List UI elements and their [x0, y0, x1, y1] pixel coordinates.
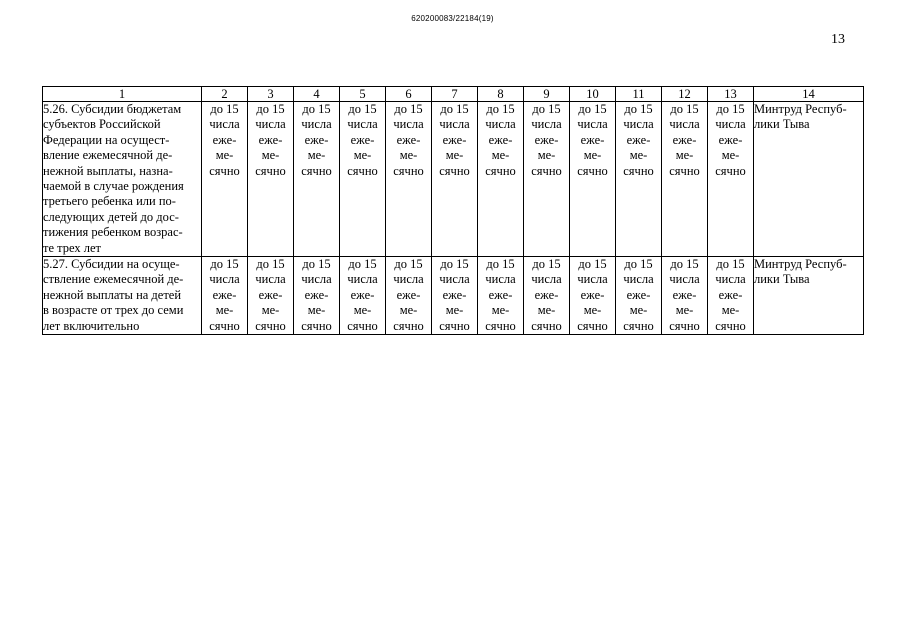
item-description-line: чаемой в случае рождения [43, 179, 184, 194]
schedule-cell-line: до 15 [302, 102, 331, 116]
schedule-cell-line: сячно [485, 163, 516, 178]
schedule-cell-line: еже- [442, 132, 467, 147]
schedule-cell-line: числа [715, 117, 746, 132]
schedule-cell-line: ме- [399, 303, 418, 318]
schedule-cell [524, 257, 570, 335]
schedule-cell [616, 102, 662, 257]
item-description-line: лет включительно [43, 318, 140, 333]
schedule-cell-line: до 15 [670, 102, 699, 116]
schedule-cell-line: ме- [215, 148, 234, 163]
item-description-line: субъектов Российской [43, 117, 161, 132]
schedule-cell-line: числа [209, 117, 240, 132]
column-header: 12 [662, 87, 708, 102]
schedule-cell-line: числа [669, 272, 700, 287]
column-header: 1 [43, 87, 202, 102]
schedule-cell-line: до 15 [716, 102, 745, 116]
schedule-cell-line: числа [623, 272, 654, 287]
schedule-cell-line: числа [347, 117, 378, 132]
schedule-cell-line: еже- [212, 132, 237, 147]
schedule-cell-line: еже- [718, 287, 743, 302]
column-header: 9 [524, 87, 570, 102]
schedule-cell [524, 102, 570, 257]
schedule-cell-line: ме- [675, 148, 694, 163]
item-description-line: нежной выплаты, назна- [43, 163, 173, 178]
column-header: 10 [570, 87, 616, 102]
executor-cell-line: Минтруд Респуб- [754, 257, 847, 272]
page-number: 13 [831, 32, 845, 47]
schedule-cell-line: до 15 [578, 257, 607, 272]
schedule-cell-line: сячно [485, 318, 516, 333]
schedule-cell-line: еже- [304, 132, 329, 147]
schedule-cell [432, 102, 478, 257]
schedule-cell-line: сячно [347, 318, 378, 333]
schedule-cell-line: еже- [396, 287, 421, 302]
schedule-cell-line: еже- [672, 287, 697, 302]
schedule-cell [386, 102, 432, 257]
schedule-cell [248, 102, 294, 257]
schedule-cell-line: сячно [577, 163, 608, 178]
schedule-cell [616, 257, 662, 335]
schedule-cell-line: сячно [439, 163, 470, 178]
schedule-cell-line: сячно [623, 163, 654, 178]
schedule-cell-line: еже- [350, 132, 375, 147]
schedule-cell-line: еже- [580, 287, 605, 302]
schedule-cell-line: числа [255, 272, 286, 287]
item-description-line: 5.26. Субсидии бюджетам [43, 102, 182, 116]
executor-cell [754, 257, 864, 335]
schedule-cell [708, 257, 754, 335]
schedule-cell-line: до 15 [256, 257, 285, 272]
executor-cell-line: лики Тыва [754, 117, 810, 132]
schedule-cell [662, 257, 708, 335]
schedule-cell [294, 257, 340, 335]
column-header: 2 [202, 87, 248, 102]
schedule-cell [708, 102, 754, 257]
item-description [43, 102, 202, 257]
schedule-cell-line: еже- [718, 132, 743, 147]
schedule-cell-line: сячно [255, 318, 286, 333]
schedule-cell-line: ме- [537, 148, 556, 163]
schedule-cell-line: ме- [353, 148, 372, 163]
schedule-cell-line: числа [485, 272, 516, 287]
schedule-table [42, 86, 864, 335]
schedule-cell [478, 102, 524, 257]
schedule-cell-line: еже- [534, 132, 559, 147]
column-header: 11 [616, 87, 662, 102]
item-description-line: в возрасте от трех до семи [43, 303, 184, 318]
schedule-cell-line: до 15 [624, 102, 653, 116]
schedule-cell-line: сячно [209, 163, 240, 178]
document-code: 620200083/22184(19) [411, 14, 494, 23]
schedule-cell-line: сячно [669, 163, 700, 178]
schedule-cell-line: еже- [626, 132, 651, 147]
schedule-cell-line: еже- [396, 132, 421, 147]
schedule-cell-line: до 15 [578, 102, 607, 116]
schedule-cell-line: сячно [531, 163, 562, 178]
schedule-cell-line: ме- [537, 303, 556, 318]
schedule-cell-line: ме- [353, 303, 372, 318]
table-row [43, 102, 864, 257]
schedule-cell-line: до 15 [716, 257, 745, 272]
schedule-cell [386, 257, 432, 335]
schedule-cell-line: ме- [445, 303, 464, 318]
schedule-cell-line: сячно [393, 318, 424, 333]
executor-cell [754, 102, 864, 257]
schedule-cell-line: сячно [531, 318, 562, 333]
schedule-cell-line: еже- [258, 287, 283, 302]
schedule-cell-line: ме- [215, 303, 234, 318]
schedule-cell [570, 257, 616, 335]
schedule-cell [340, 257, 386, 335]
schedule-cell-line: сячно [439, 318, 470, 333]
schedule-cell-line: ме- [307, 303, 326, 318]
schedule-cell [340, 102, 386, 257]
schedule-cell-line: сячно [715, 318, 746, 333]
schedule-cell-line: ме- [721, 148, 740, 163]
schedule-cell-line: числа [393, 272, 424, 287]
schedule-cell-line: числа [439, 272, 470, 287]
column-header: 7 [432, 87, 478, 102]
schedule-cell-line: числа [301, 272, 332, 287]
schedule-cell-line: числа [393, 117, 424, 132]
schedule-cell-line: сячно [715, 163, 746, 178]
schedule-cell-line: еже- [442, 287, 467, 302]
schedule-cell-line: до 15 [210, 257, 239, 272]
schedule-cell-line: сячно [209, 318, 240, 333]
item-description-line: Федерации на осущест- [43, 132, 170, 147]
schedule-cell-line: сячно [347, 163, 378, 178]
schedule-cell-line: ме- [583, 303, 602, 318]
item-description-line: ствление ежемесячной де- [43, 272, 184, 287]
schedule-cell-line: еже- [534, 287, 559, 302]
schedule-cell-line: ме- [583, 148, 602, 163]
schedule-cell-line: числа [347, 272, 378, 287]
schedule-cell-line: сячно [393, 163, 424, 178]
schedule-cell-line: до 15 [532, 102, 561, 116]
schedule-cell [570, 102, 616, 257]
schedule-cell-line: ме- [261, 303, 280, 318]
schedule-cell-line: числа [439, 117, 470, 132]
schedule-cell-line: числа [531, 272, 562, 287]
schedule-cell-line: числа [623, 117, 654, 132]
schedule-cell-line: сячно [669, 318, 700, 333]
schedule-cell-line: еже- [304, 287, 329, 302]
schedule-cell-line: до 15 [624, 257, 653, 272]
schedule-cell-line: числа [577, 117, 608, 132]
schedule-cell-line: до 15 [670, 257, 699, 272]
schedule-cell-line: еже- [258, 132, 283, 147]
item-description-line: третьего ребенка или по- [43, 194, 176, 209]
schedule-cell-line: до 15 [348, 102, 377, 116]
item-description-line: 5.27. Субсидии на осуще- [43, 257, 180, 272]
schedule-cell [248, 257, 294, 335]
schedule-cell [202, 257, 248, 335]
schedule-cell-line: сячно [577, 318, 608, 333]
schedule-cell-line: до 15 [302, 257, 331, 272]
schedule-cell-line: ме- [491, 303, 510, 318]
schedule-cell-line: еже- [488, 287, 513, 302]
schedule-cell-line: сячно [623, 318, 654, 333]
schedule-cell-line: сячно [301, 163, 332, 178]
schedule-cell-line: числа [255, 117, 286, 132]
schedule-cell-line: числа [669, 117, 700, 132]
column-header: 8 [478, 87, 524, 102]
executor-cell-line: Минтруд Респуб- [754, 102, 847, 116]
column-header: 4 [294, 87, 340, 102]
schedule-cell-line: числа [301, 117, 332, 132]
schedule-cell-line: до 15 [394, 257, 423, 272]
schedule-cell-line: еже- [672, 132, 697, 147]
column-header: 5 [340, 87, 386, 102]
table-row [43, 257, 864, 335]
schedule-cell-line: ме- [629, 303, 648, 318]
column-header: 6 [386, 87, 432, 102]
schedule-cell-line: числа [577, 272, 608, 287]
schedule-cell-line: ме- [399, 148, 418, 163]
schedule-cell-line: еже- [488, 132, 513, 147]
item-description-line: следующих детей до дос- [43, 209, 179, 224]
column-header: 13 [708, 87, 754, 102]
schedule-cell-line: сячно [301, 318, 332, 333]
schedule-cell-line: до 15 [394, 102, 423, 116]
schedule-cell-line: ме- [445, 148, 464, 163]
schedule-cell [294, 102, 340, 257]
schedule-cell-line: ме- [629, 148, 648, 163]
schedule-cell-line: ме- [675, 303, 694, 318]
schedule-cell-line: ме- [491, 148, 510, 163]
schedule-cell-line: еже- [580, 132, 605, 147]
schedule-cell-line: до 15 [210, 102, 239, 116]
item-description [43, 257, 202, 335]
schedule-cell-line: числа [485, 117, 516, 132]
schedule-cell-line: до 15 [256, 102, 285, 116]
schedule-cell-line: еже- [350, 287, 375, 302]
schedule-cell [432, 257, 478, 335]
schedule-cell-line: до 15 [348, 257, 377, 272]
schedule-cell [202, 102, 248, 257]
column-header: 3 [248, 87, 294, 102]
item-description-line: тижения ребенком возрас- [43, 225, 183, 240]
schedule-cell-line: числа [531, 117, 562, 132]
schedule-cell-line: до 15 [532, 257, 561, 272]
schedule-cell-line: числа [209, 272, 240, 287]
column-header-row [43, 87, 864, 102]
schedule-cell-line: ме- [721, 303, 740, 318]
schedule-cell-line: числа [715, 272, 746, 287]
schedule-cell-line: до 15 [440, 102, 469, 116]
item-description-line: вление ежемесячной де- [43, 148, 173, 163]
schedule-cell-line: сячно [255, 163, 286, 178]
schedule-cell-line: еже- [212, 287, 237, 302]
executor-cell-line: лики Тыва [754, 272, 810, 287]
schedule-cell-line: еже- [626, 287, 651, 302]
schedule-cell [662, 102, 708, 257]
schedule-cell-line: до 15 [440, 257, 469, 272]
schedule-cell-line: ме- [261, 148, 280, 163]
schedule-cell-line: ме- [307, 148, 326, 163]
item-description-line: те трех лет [43, 240, 102, 255]
column-header: 14 [754, 87, 864, 102]
item-description-line: нежной выплаты на детей [43, 287, 182, 302]
schedule-cell-line: до 15 [486, 102, 515, 116]
schedule-cell-line: до 15 [486, 257, 515, 272]
schedule-cell [478, 257, 524, 335]
